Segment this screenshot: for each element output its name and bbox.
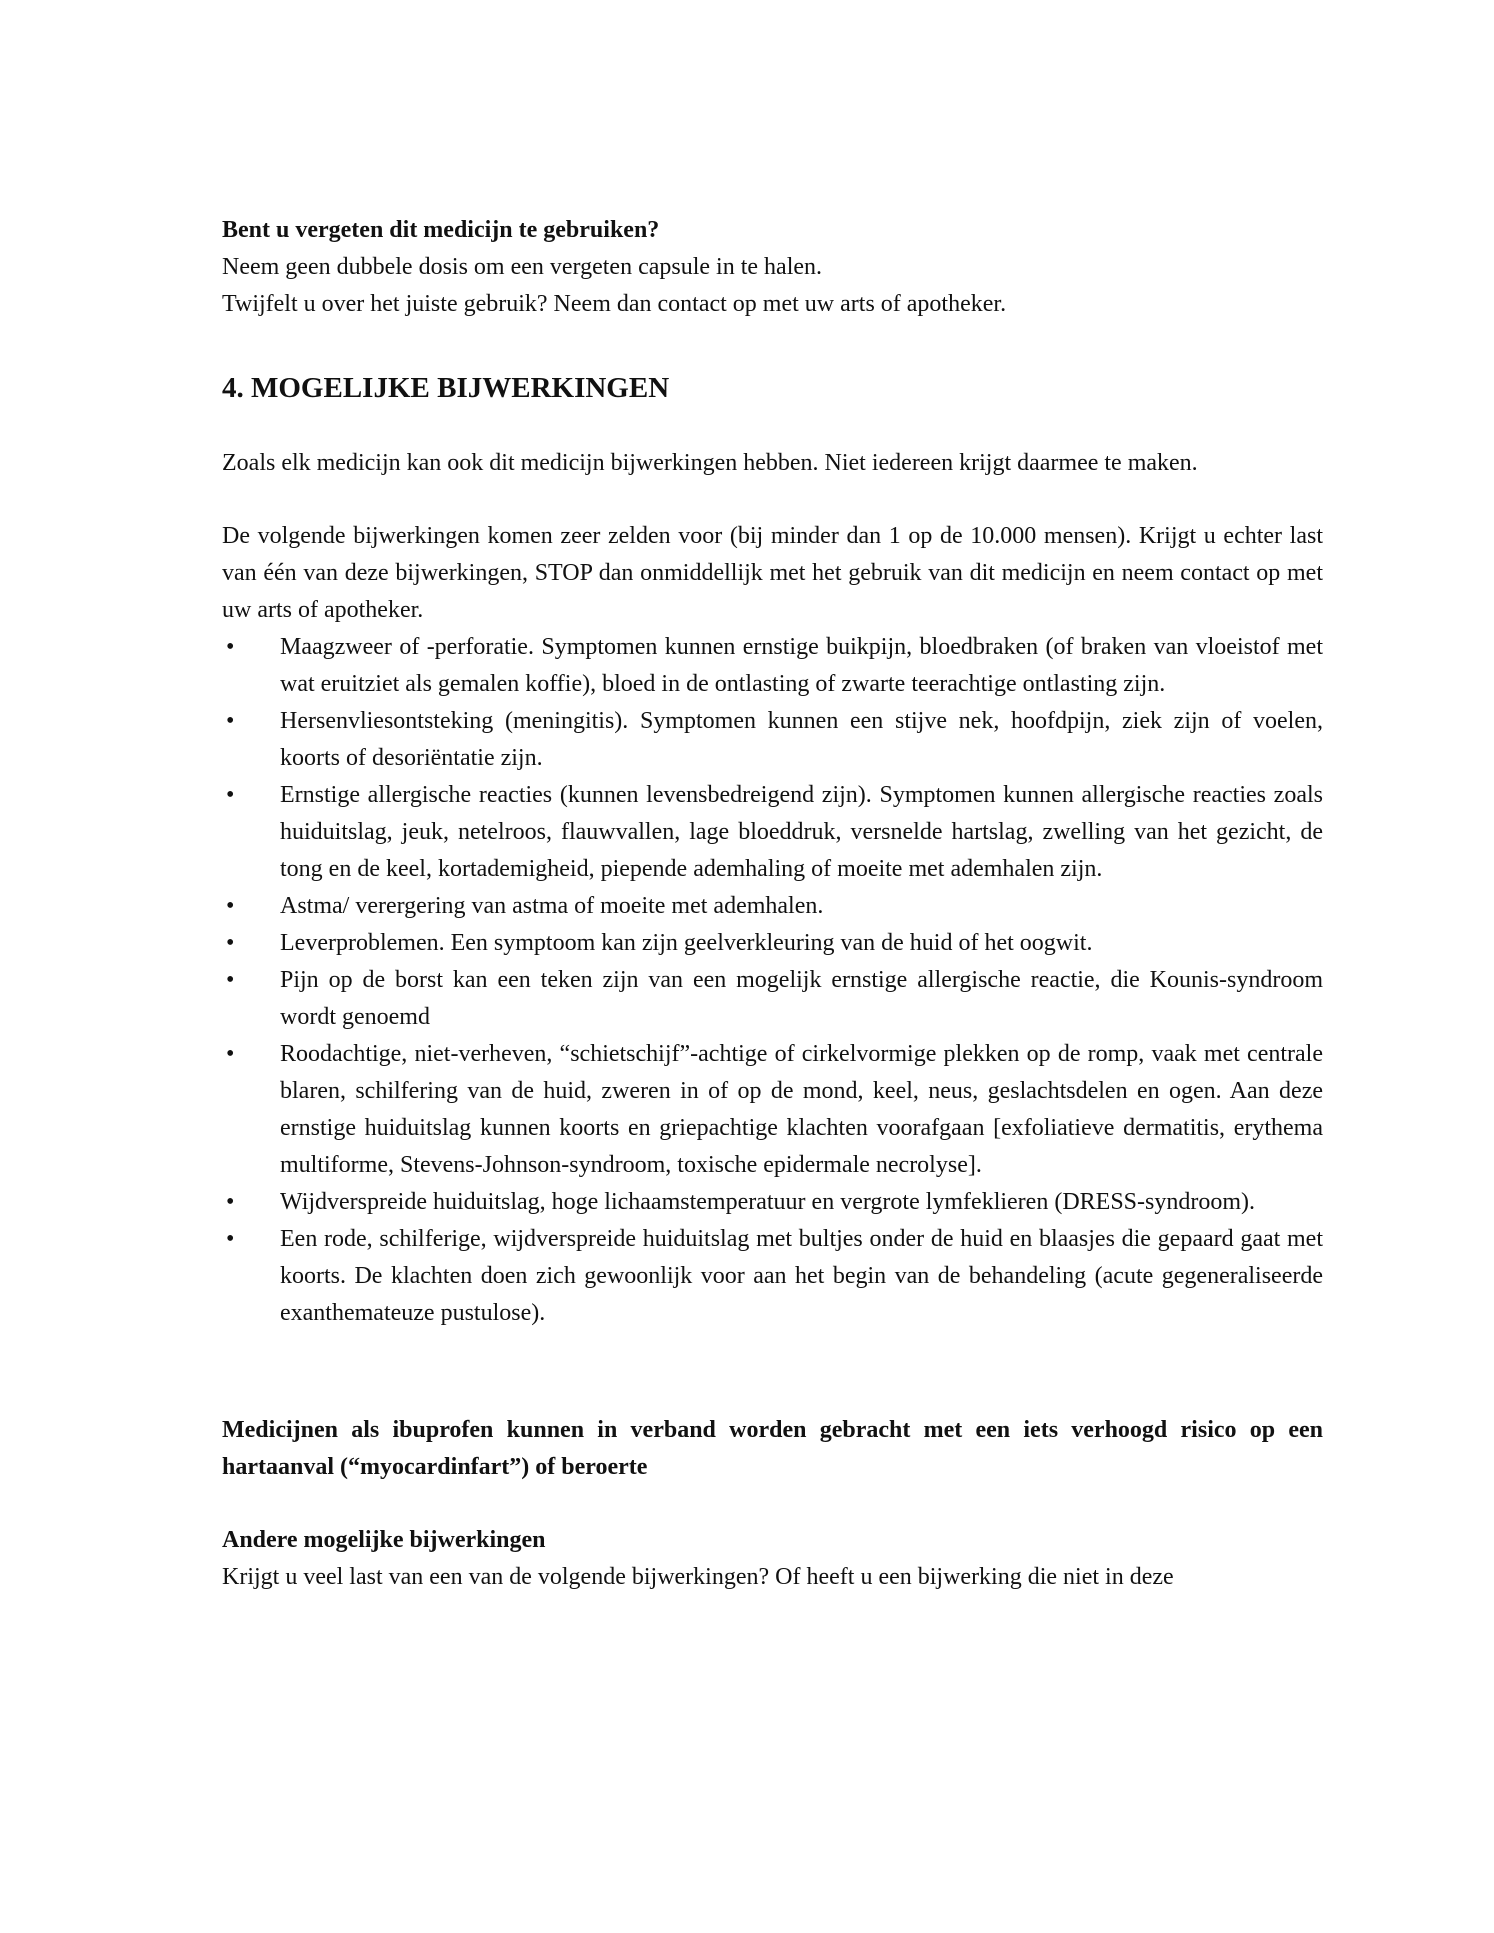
list-item-text: Pijn op de borst kan een teken zijn van een mogelijk ernstige allergische reactie, die Kounis-syndroom wordt genoemd	[280, 967, 1323, 1030]
list-item-text: Maagzweer of -perforatie. Symptomen kunnen ernstige buikpijn, bloedbraken (of braken van vloeistof met wat eruitziet als gemalen koffie), bloed in de ontlasting of zwarte teerachtige ontlasting zijn.	[280, 634, 1323, 697]
side-effects-heading: 4. MOGELIJKE BIJWERKINGEN	[222, 372, 670, 404]
side-effects-intro: Zoals elk medicijn kan ook dit medicijn bijwerkingen hebben. Niet iedereen krijgt daarmee te maken.	[222, 450, 1198, 476]
warning-section	[222, 1412, 1323, 1486]
bullet-icon: •	[226, 1041, 235, 1067]
bullet-icon: •	[226, 1189, 235, 1215]
list-item-text: Leverproblemen. Een symptoom kan zijn geelverkleuring van de huid of het oogwit.	[280, 930, 1093, 956]
list-item-text: Hersenvliesontsteking (meningitis). Symptomen kunnen een stijve nek, hoofdpijn, ziek zijn of voelen, koorts of desoriëntatie zijn.	[280, 708, 1323, 771]
list-item	[222, 925, 1323, 962]
forgot-dose-section	[222, 212, 1323, 323]
cardiac-risk-warning: Medicijnen als ibuprofen kunnen in verband worden gebracht met een iets verhoogd risico op een hartaanval (“myocardinfart”) of beroerte	[222, 1417, 1323, 1480]
other-side-effects-heading: Andere mogelijke bijwerkingen	[222, 1527, 546, 1553]
forgot-dose-line1: Neem geen dubbele dosis om een vergeten capsule in te halen.	[222, 254, 823, 280]
list-item	[222, 1184, 1323, 1221]
rare-side-effects-intro: De volgende bijwerkingen komen zeer zelden voor (bij minder dan 1 op de 10.000 mensen). Krijgt u echter last van één van deze bijwerkingen, STOP dan onmiddellijk met het gebruik van dit medicijn en neem contact op met uw arts of apotheker.	[222, 523, 1323, 623]
list-item	[222, 888, 1323, 925]
list-item-text: Roodachtige, niet-verheven, “schietschijf”-achtige of cirkelvormige plekken op de romp, vaak met centrale blaren, schilfering van de huid, zweren in of op de mond, keel, neus, geslachtsdelen en ogen. Aan deze ernstige huiduitslag kunnen koorts en griepachtige klachten voorafgaan [exfoliatieve dermatitis, erythema multiforme, Stevens-Johnson-syndroom, toxische epidermale necrolyse].	[280, 1041, 1323, 1178]
list-item-text: Ernstige allergische reacties (kunnen levensbedreigend zijn). Symptomen kunnen allergische reacties zoals huiduitslag, jeuk, netelroos, flauwvallen, lage bloeddruk, versnelde hartslag, zwelling van het gezicht, de tong en de keel, kortademigheid, piepende ademhaling of moeite met ademhalen zijn.	[280, 782, 1323, 882]
list-item	[222, 1036, 1323, 1184]
list-item	[222, 1221, 1323, 1332]
bullet-icon: •	[226, 1226, 235, 1252]
bullet-icon: •	[226, 967, 235, 993]
side-effects-list	[222, 629, 1323, 1332]
list-item-text: Een rode, schilferige, wijdverspreide huiduitslag met bultjes onder de huid en blaasjes die gepaard gaat met koorts. De klachten doen zich gewoonlijk voor aan het begin van de behandeling (acute gegeneraliseerde exanthemateuze pustulose).	[280, 1226, 1323, 1326]
bullet-icon: •	[226, 930, 235, 956]
bullet-icon: •	[226, 634, 235, 660]
forgot-dose-line2: Twijfelt u over het juiste gebruik? Neem dan contact op met uw arts of apotheker.	[222, 291, 1007, 317]
page-content	[222, 212, 1323, 1596]
list-item	[222, 777, 1323, 888]
list-item	[222, 629, 1323, 703]
bullet-icon: •	[226, 893, 235, 919]
list-item	[222, 703, 1323, 777]
other-side-effects-section	[222, 1522, 1323, 1596]
list-item	[222, 962, 1323, 1036]
side-effects-section	[222, 367, 1323, 1332]
list-item-text: Wijdverspreide huiduitslag, hoge lichaamstemperatuur en vergrote lymfeklieren (DRESS-syndroom).	[280, 1189, 1255, 1215]
other-side-effects-intro: Krijgt u veel last van een van de volgende bijwerkingen? Of heeft u een bijwerking die niet in deze	[222, 1564, 1174, 1590]
bullet-icon: •	[226, 782, 235, 808]
forgot-dose-heading: Bent u vergeten dit medicijn te gebruiken?	[222, 217, 660, 243]
list-item-text: Astma/ verergering van astma of moeite met ademhalen.	[280, 893, 824, 919]
bullet-icon: •	[226, 708, 235, 734]
